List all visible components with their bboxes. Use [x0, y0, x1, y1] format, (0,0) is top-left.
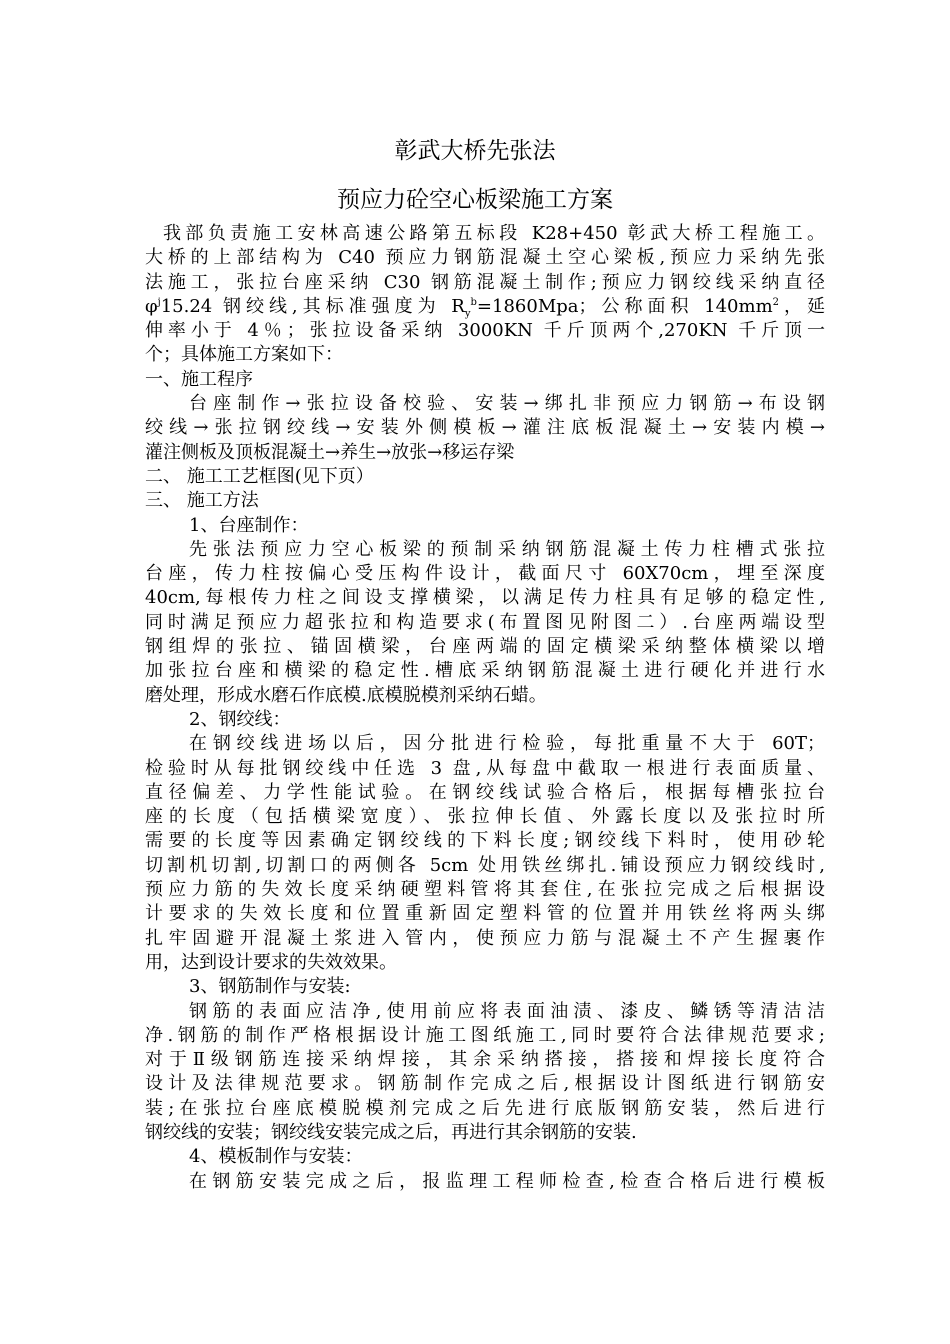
- subsection3-line: 净.钢筋的制作严格根据设计施工图纸施工,同时要符合法律规范要求;: [145, 1024, 825, 1046]
- section2-heading: 二、 施工工艺框图(见下页）: [145, 465, 374, 487]
- subsection2-line: 需要的长度等因素确定钢绞线的下料长度;钢绞线下料时，使用砂轮: [145, 830, 825, 852]
- subsection1-line: 40cm,每根传力柱之间设支撑横梁，以满足传力柱具有足够的稳定性,: [145, 587, 825, 609]
- section3-heading: 三、 施工方法: [145, 490, 259, 512]
- subsection2-line: 计要求的失效长度和位置重新固定塑料管的位置并用铁丝将两头绑: [145, 903, 825, 925]
- subsection1-line: 磨处理，形成水磨石作底模.底模脱模剂采纳石蜡。: [145, 684, 547, 706]
- strength-text: 15.24 钢绞线,其标准强度为 R: [160, 295, 465, 317]
- subsection1-line: 加张拉台座和横梁的稳定性.槽底采纳钢筋混凝土进行硬化并进行水: [145, 660, 825, 682]
- phi-symbol: φ: [145, 295, 158, 317]
- subsection2-heading: 2、钢绞线：: [189, 708, 291, 730]
- subsection3-line: 对于Ⅱ级钢筋连接采纳焊接，其余采纳搭接，搭接和焊接长度符合: [145, 1049, 825, 1071]
- superscript-j: j: [157, 296, 161, 308]
- document-title-line2: 预应力砼空心板梁施工方案: [337, 187, 613, 213]
- subsection4-line: 在钢筋安装完成之后，报监理工程师检查,检查合格后进行模板: [189, 1170, 825, 1192]
- document-title-line1: 彰武大桥先张法: [394, 138, 556, 164]
- subsection2-line: 用，达到设计要求的失效效果。: [145, 951, 397, 973]
- section1-heading: 一、施工程序: [145, 368, 253, 390]
- subsection1-line: 钢组焊的张拉、锚固横梁，台座两端的固定横梁采纳整体横梁以增: [145, 636, 825, 658]
- intro-line: 伸率小于 4％；张拉设备采纳 3000KN 千斤顶两个,270KN 千斤顶一: [145, 320, 825, 342]
- subsection2-line: 直径偏差、力学性能试验。在钢绞线试验合格后，根据每槽张拉台: [145, 781, 825, 803]
- subsection3-line: 装;在张拉台座底模脱模剂完成之后先进行底版钢筋安装，然后进行: [145, 1097, 825, 1119]
- subsection2-line: 切割机切割,切割口的两侧各 5cm 处用铁丝绑扎.铺设预应力钢绞线时,: [145, 854, 825, 876]
- subsection2-line: 座的长度（包括横梁宽度）、张拉伸长值、外露长度以及张拉时所: [145, 806, 825, 828]
- subsection3-line: 钢筋的表面应洁净,使用前应将表面油渍、漆皮、鳞锈等清洁洁: [189, 1000, 825, 1022]
- subsection1-line: 同时满足预应力超张拉和构造要求(布置图见附图二）.台座两端设型: [145, 611, 825, 633]
- subscript-y: y: [464, 308, 471, 320]
- subsection2-line: 扎牢固避开混凝土浆进入管内，使预应力筋与混凝土不产生握裹作: [145, 927, 825, 949]
- superscript-2: 2: [772, 296, 780, 308]
- subsection1-line: 台座，传力柱按偏心受压构件设计，截面尺寸 60X70cm，埋至深度: [145, 563, 825, 585]
- intro-line: 我部负责施工安林高速公路第五标段 K28+450 彰武大桥工程施工。: [163, 223, 825, 244]
- subsection1-heading: 1、台座制作：: [189, 514, 309, 536]
- document-body: [145, 222, 825, 1194]
- subsection3-line: 钢绞线的安装；钢绞线安装完成之后，再进行其余钢筋的安装.: [145, 1121, 637, 1143]
- subsection2-line: 预应力筋的失效长度采纳硬塑料管将其套住,在张拉完成之后根据设: [145, 879, 825, 901]
- subsection2-line: 在钢绞线进场以后，因分批进行检验，每批重量不大于 60T；: [189, 733, 825, 755]
- intro-line-formula: [145, 295, 825, 319]
- section1-line: 灌注侧板及顶板混凝土→养生→放张→移运存梁: [145, 441, 515, 463]
- section1-line: 绞线→张拉钢绞线→安装外侧模板→灌注底板混凝土→安装内模→: [145, 417, 825, 439]
- subsection3-line: 设计及法律规范要求。钢筋制作完成之后,根据设计图纸进行钢筋安: [145, 1073, 825, 1095]
- elongation-text: ，延: [779, 295, 826, 317]
- subsection1-line: 先张法预应力空心板梁的预制采纳钢筋混凝土传力柱槽式张拉: [189, 538, 825, 560]
- subsection2-line: 检验时从每批钢绞线中任选 3 盘,从每盘中截取一根进行表面质量、: [145, 757, 825, 779]
- subsection3-heading: 3、钢筋制作与安装:: [189, 976, 351, 998]
- superscript-b: b: [470, 296, 477, 308]
- area-text: =1860Mpa；公称面积 140mm: [476, 295, 773, 317]
- subsection4-heading: 4、模板制作与安装：: [189, 1146, 363, 1168]
- intro-line: 大桥的上部结构为 C40 预应力钢筋混凝土空心梁板,预应力采纳先张: [145, 247, 825, 269]
- intro-line: 法施工，张拉台座采纳 C30 钢筋混凝土制作;预应力钢绞线采纳直径: [145, 271, 825, 293]
- section1-line: 台座制作→张拉设备校验、安装→绑扎非预应力钢筋→布设钢: [189, 393, 825, 415]
- intro-line: 个；具体施工方案如下：: [145, 344, 343, 366]
